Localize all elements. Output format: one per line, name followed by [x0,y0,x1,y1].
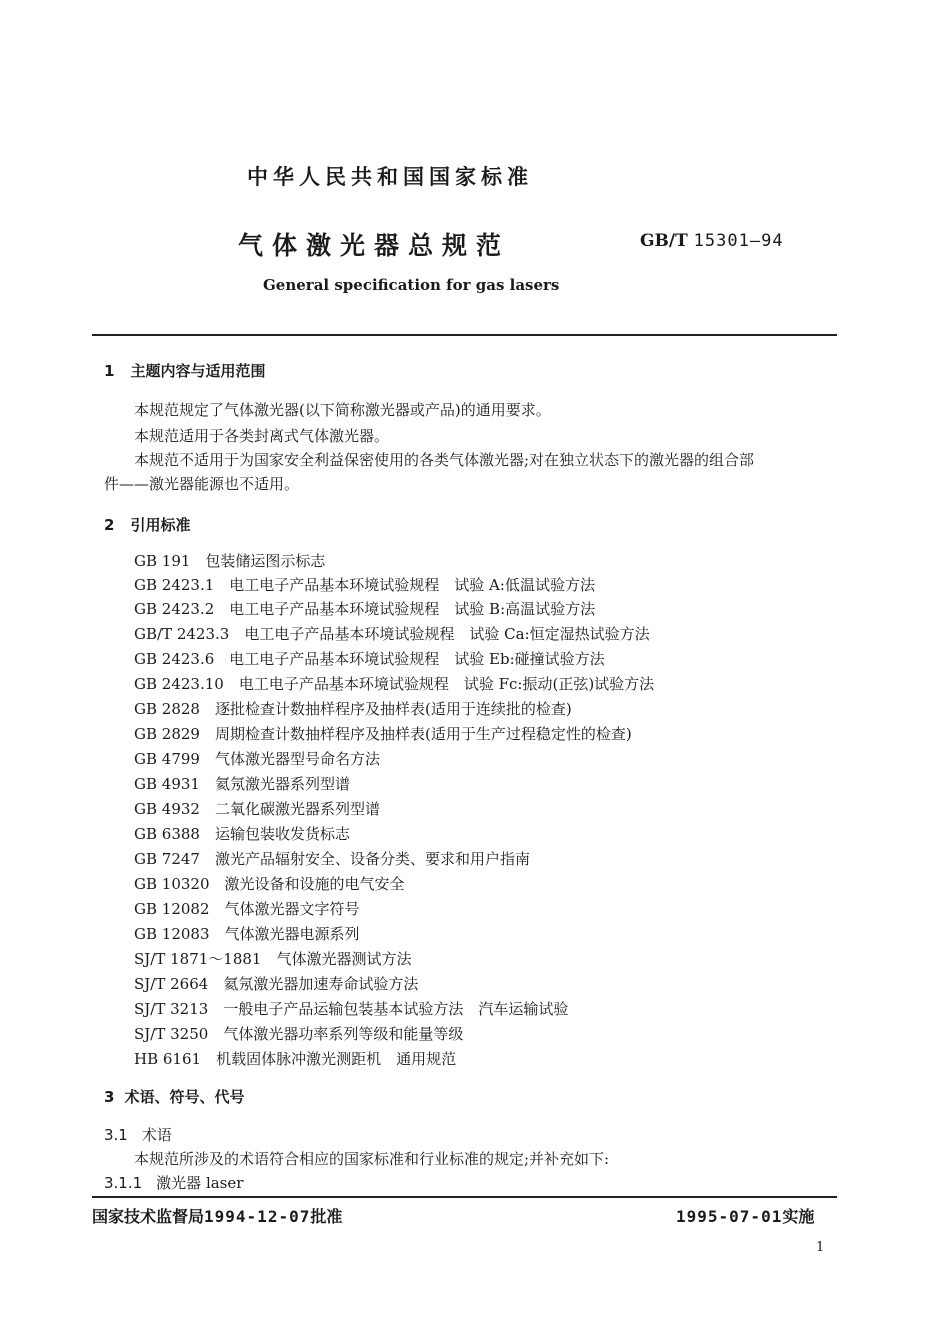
effective-date: 1995-07-01 [676,1207,783,1226]
section-2-number: 2 [104,516,115,534]
reference-code: GB 7247 [134,850,200,868]
section-3-number: 3 [104,1088,115,1106]
reference-title: 包装储运图示标志 [205,552,326,570]
subsection-3-1-text: 本规范所涉及的术语符合相应的国家标准和行业标准的规定;并补充如下: [134,1150,610,1168]
effective-line [676,1204,814,1227]
reference-code: GB 2423.2 [134,600,215,618]
document-title-en: General specification for gas lasers [263,276,560,294]
reference-item [134,773,350,794]
reference-item [134,623,650,644]
section-1-heading [104,360,265,381]
reference-code: GB 2423.6 [134,650,215,668]
reference-code: GB 12083 [134,925,210,943]
reference-item [134,973,418,994]
reference-item [134,848,530,869]
page-number: 1 [816,1240,825,1255]
subsection-3-1-1-title: 激光器 laser [156,1174,244,1192]
section-2-heading [104,514,190,535]
reference-title: 电工电子产品基本环境试验规程 试验 A:低温试验方法 [229,576,595,594]
reference-item [134,898,360,919]
reference-code: HB 6161 [134,1050,202,1068]
section-1-paragraph: 本规范规定了气体激光器(以下简称激光器或产品)的通用要求。 [134,401,551,419]
reference-title: 氦氖激光器系列型谱 [214,775,350,793]
reference-code: GB 12082 [134,900,210,918]
reference-title: 机载固体脉冲激光测距机 通用规范 [216,1050,457,1068]
reference-title: 电工电子产品基本环境试验规程 试验 Ca:恒定湿热试验方法 [244,625,650,643]
section-1-title: 主题内容与适用范围 [130,362,266,380]
reference-title: 逐批检查计数抽样程序及抽样表(适用于连续批的检查) [214,700,572,718]
section-1-paragraph: 本规范适用于各类封离式气体激光器。 [134,427,390,445]
reference-item [134,550,325,571]
reference-code: GB 2828 [134,700,200,718]
section-1-paragraph: 本规范不适用于为国家安全利益保密使用的各类气体激光器;对在独立状态下的激光器的组合部 [134,451,755,469]
reference-code: GB 2829 [134,725,200,743]
reference-code: GB 10320 [134,875,210,893]
reference-item [134,748,380,769]
subsection-3-1-1-heading [104,1172,243,1193]
standard-code-number: 15301—94 [693,231,784,251]
reference-code: GB/T 2423.3 [134,625,230,643]
reference-item [134,598,595,619]
reference-code: GB 2423.1 [134,576,215,594]
reference-title: 电工电子产品基本环境试验规程 试验 Fc:振动(正弦)试验方法 [238,675,655,693]
reference-title: 气体激光器文字符号 [224,900,360,918]
reference-item [134,673,654,694]
reference-item [134,1048,456,1069]
section-1-paragraph: 件——激光器能源也不适用。 [104,475,300,493]
reference-item [134,698,572,719]
reference-item [134,798,380,819]
section-1-number: 1 [104,362,115,380]
approval-authority: 国家技术监督局 [92,1207,205,1226]
reference-code: GB 4932 [134,800,200,818]
reference-title: 运输包装收发货标志 [214,825,350,843]
approval-suffix: 批准 [310,1207,343,1226]
subsection-3-1-title: 术语 [141,1126,172,1144]
section-3-heading [104,1086,244,1107]
reference-title: 周期检查计数抽样程序及抽样表(适用于生产过程稳定性的检查) [214,725,632,743]
reference-title: 气体激光器功率系列等级和能量等级 [223,1025,464,1043]
reference-item [134,948,412,969]
reference-code: SJ/T 3213 [134,1000,209,1018]
national-standard-heading: 中华人民共和国国家标准 [247,165,533,189]
section-3-title: 术语、符号、代号 [124,1088,245,1106]
reference-title: 激光产品辐射安全、设备分类、要求和用户指南 [214,850,530,868]
reference-code: GB 2423.10 [134,675,224,693]
reference-item [134,723,632,744]
standard-code [640,231,784,251]
section-2-title: 引用标准 [130,516,191,534]
reference-item [134,574,595,595]
reference-code: GB 6388 [134,825,200,843]
reference-title: 氦氖激光器加速寿命试验方法 [223,975,419,993]
reference-code: GB 4931 [134,775,200,793]
reference-title: 电工电子产品基本环境试验规程 试验 B:高温试验方法 [229,600,596,618]
reference-code: GB 4799 [134,750,200,768]
reference-title: 二氧化碳激光器系列型谱 [214,800,380,818]
subsection-3-1-heading [104,1124,172,1145]
reference-item [134,923,360,944]
subsection-3-1-1-number: 3.1.1 [104,1174,143,1192]
reference-title: 电工电子产品基本环境试验规程 试验 Eb:碰撞试验方法 [229,650,605,668]
reference-item [134,648,605,669]
reference-title: 气体激光器测试方法 [276,950,412,968]
header-divider [92,334,837,336]
document-title-cn: 气体激光器总规范 [238,231,511,260]
effective-suffix: 实施 [782,1207,815,1226]
reference-title: 气体激光器型号命名方法 [214,750,380,768]
footer-divider [92,1196,837,1198]
approval-line [92,1204,342,1227]
reference-title: 气体激光器电源系列 [224,925,360,943]
reference-item [134,873,405,894]
subsection-3-1-number: 3.1 [104,1126,128,1144]
reference-code: SJ/T 1871～1881 [134,950,262,968]
reference-item [134,998,568,1019]
reference-title: 激光设备和设施的电气安全 [224,875,405,893]
reference-item [134,1023,463,1044]
reference-title: 一般电子产品运输包装基本试验方法 汽车运输试验 [223,1000,569,1018]
standard-code-prefix: GB/T [640,231,688,251]
reference-code: SJ/T 2664 [134,975,209,993]
reference-code: GB 191 [134,552,191,570]
reference-code: SJ/T 3250 [134,1025,209,1043]
reference-item [134,823,350,844]
approval-date: 1994-12-07 [204,1207,311,1226]
